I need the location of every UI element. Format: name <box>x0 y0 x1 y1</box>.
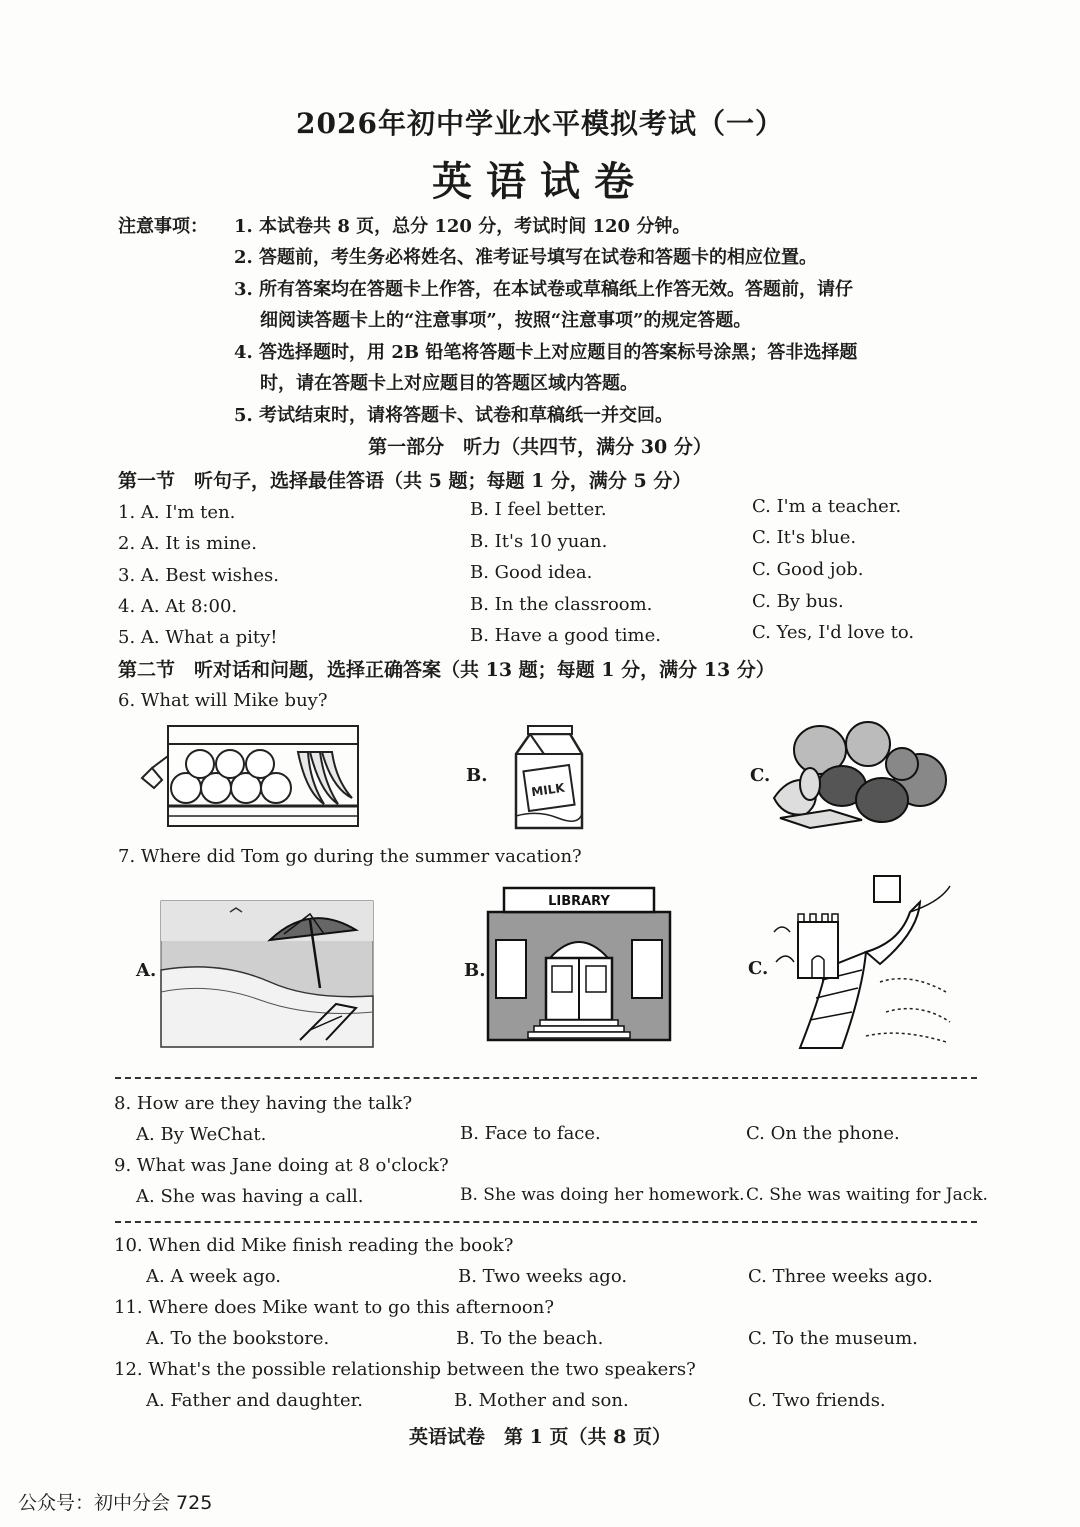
library-image <box>486 886 672 1042</box>
q4-option-b: B. In the classroom. <box>470 594 653 615</box>
exam-title: 2026年初中学业水平模拟考试（一） <box>296 107 784 140</box>
q8-stem: 8. How are they having the talk? <box>114 1093 413 1114</box>
q6-stem: 6. What will Mike buy? <box>118 690 328 711</box>
q7-label-a: A. <box>136 960 157 981</box>
q5-option-a: 5. A. What a pity! <box>118 627 278 648</box>
note-line-2: 2. 答题前，考生务必将姓名、准考证号填写在试卷和答题卡的相应位置。 <box>234 247 818 268</box>
q9-option-a: A. She was having a call. <box>136 1186 364 1207</box>
q11-option-b: B. To the beach. <box>456 1328 604 1349</box>
q7-stem: 7. Where did Tom go during the summer vacation? <box>118 846 582 867</box>
part1-title: 第一部分 听力（共四节，满分 30 分） <box>368 436 712 458</box>
q1-option-a: 1. A. I'm ten. <box>118 502 236 523</box>
q1-option-b: B. I feel better. <box>470 499 607 520</box>
section1-title: 第一节 听句子，选择最佳答语（共 5 题；每题 1 分，满分 5 分） <box>118 470 692 492</box>
q1-option-c: C. I'm a teacher. <box>752 496 902 517</box>
q8-option-b: B. Face to face. <box>460 1123 601 1144</box>
q3-option-b: B. Good idea. <box>470 562 593 583</box>
q12-stem: 12. What's the possible relationship between the two speakers? <box>114 1359 696 1380</box>
q9-stem: 9. What was Jane doing at 8 o'clock? <box>114 1155 449 1176</box>
q12-option-c: C. Two friends. <box>748 1390 886 1411</box>
note-line-4: 4. 答选择题时，用 2B 铅笔将答题卡上对应题目的答案标号涂黑；答非选择题 <box>234 342 858 363</box>
q12-option-b: B. Mother and son. <box>454 1390 629 1411</box>
milk-carton-image <box>508 724 586 834</box>
q2-option-c: C. It's blue. <box>752 527 857 548</box>
dashed-divider <box>115 1077 977 1079</box>
library-sign: LIBRARY <box>548 894 610 909</box>
q4-option-a: 4. A. At 8:00. <box>118 596 238 617</box>
exam-subtitle: 英语试卷 <box>432 158 648 205</box>
q3-option-c: C. Good job. <box>752 559 864 580</box>
page-footer: 英语试卷 第 1 页（共 8 页） <box>409 1426 671 1448</box>
note-line-1: 1. 本试卷共 8 页，总分 120 分，考试时间 120 分钟。 <box>234 216 691 237</box>
q6-label-c: C. <box>750 765 771 786</box>
note-line-3b: 细阅读答题卡上的“注意事项”，按照“注意事项”的规定答题。 <box>260 310 752 331</box>
q2-option-b: B. It's 10 yuan. <box>470 531 608 552</box>
q8-option-a: A. By WeChat. <box>136 1124 267 1145</box>
notes-label: 注意事项： <box>118 216 208 237</box>
milk-label: MILK <box>530 780 566 800</box>
q9-option-b: B. She was doing her homework. <box>460 1185 745 1205</box>
q11-stem: 11. Where does Mike want to go this afternoon? <box>114 1297 555 1318</box>
q6-label-b: B. <box>466 765 488 786</box>
q8-option-c: C. On the phone. <box>746 1123 900 1144</box>
q2-option-a: 2. A. It is mine. <box>118 533 257 554</box>
q10-stem: 10. When did Mike finish reading the book? <box>114 1235 514 1256</box>
great-wall-image <box>770 872 954 1056</box>
q5-option-b: B. Have a good time. <box>470 625 661 646</box>
watermark-text: 公众号：初中分会 725 <box>18 1492 213 1514</box>
q10-option-b: B. Two weeks ago. <box>458 1266 628 1287</box>
note-line-5: 5. 考试结束时，请将答题卡、试卷和草稿纸一并交回。 <box>234 405 674 426</box>
q11-option-a: A. To the bookstore. <box>146 1328 330 1349</box>
fruit-stall-image <box>138 722 362 830</box>
q3-option-a: 3. A. Best wishes. <box>118 565 280 586</box>
dashed-divider <box>115 1221 977 1223</box>
q7-label-b: B. <box>464 960 486 981</box>
q5-option-c: C. Yes, I'd love to. <box>752 622 915 643</box>
q9-option-c: C. She was waiting for Jack. <box>746 1185 988 1205</box>
q12-option-a: A. Father and daughter. <box>146 1390 364 1411</box>
vegetables-image <box>770 714 954 834</box>
note-line-3: 3. 所有答案均在答题卡上作答，在本试卷或草稿纸上作答无效。答题前，请仔 <box>234 279 854 300</box>
q4-option-c: C. By bus. <box>752 591 844 612</box>
section2-title: 第二节 听对话和问题，选择正确答案（共 13 题；每题 1 分，满分 13 分） <box>118 659 775 681</box>
q7-label-c: C. <box>748 958 769 979</box>
note-line-4b: 时，请在答题卡上对应题目的答题区域内答题。 <box>260 373 638 394</box>
beach-image <box>160 900 374 1048</box>
q10-option-c: C. Three weeks ago. <box>748 1266 933 1287</box>
q10-option-a: A. A week ago. <box>146 1266 281 1287</box>
q11-option-c: C. To the museum. <box>748 1328 918 1349</box>
